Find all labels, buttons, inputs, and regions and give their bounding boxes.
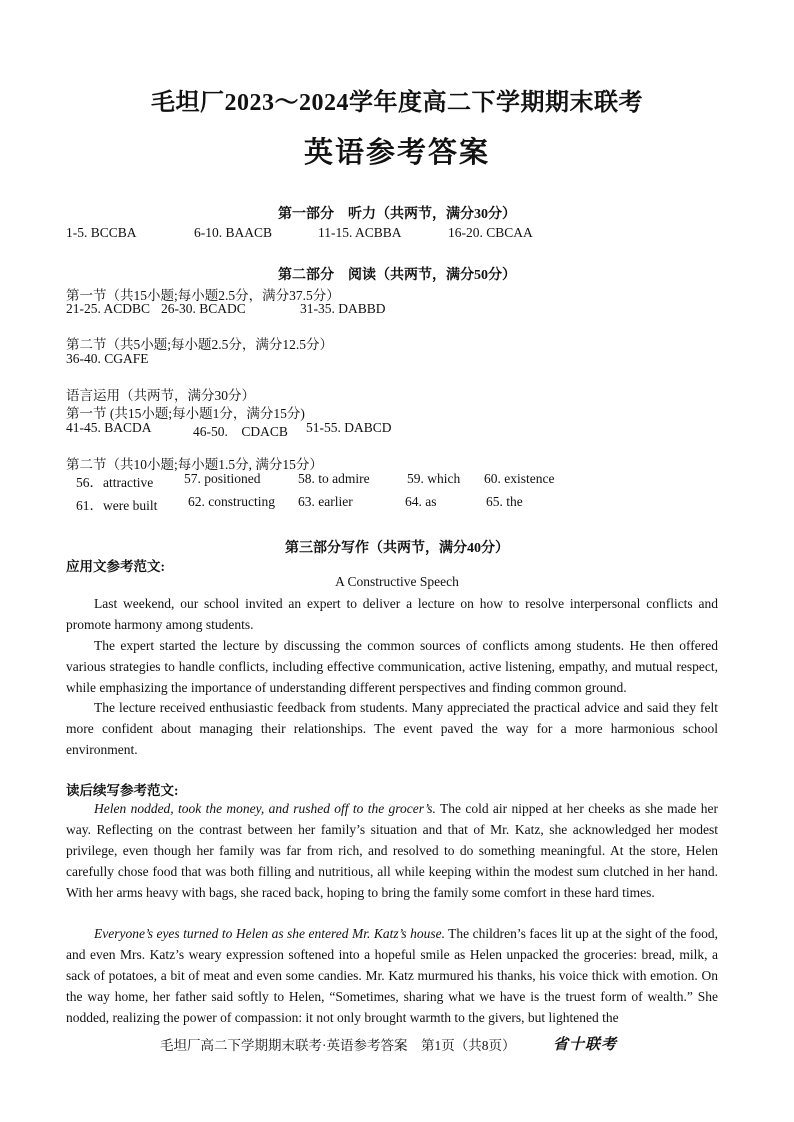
part2-heading: 第二部分 阅读（共两节，满分50分） (278, 268, 516, 283)
answer-group: 16-20. CBCAA (448, 225, 533, 240)
answer-item: 56．attractive (76, 475, 154, 490)
section-label: 第二节（共5小题;每小题2.5分，满分12.5分） (66, 337, 334, 352)
answer-group: 31-35. DABBD (300, 301, 386, 316)
answer-group: 26-30. BCADC (161, 301, 246, 316)
answer-group: 41-45. BACDA (66, 420, 152, 435)
continuation-paragraph (66, 923, 718, 1028)
answer-group: 21-25. ACDBC (66, 301, 151, 316)
continuation-paragraph (66, 798, 718, 903)
essay-paragraph: The expert started the lecture by discussing the common sources of conflicts among students. He then offered various strategies to handle conflicts, including effective communication, active listening, empathy, and mutual respect, while emphasizing the importance of understanding different perspectives and finding common ground. (66, 638, 718, 695)
page-title: 毛坦厂2023～2024学年度高二下学期期末联考 (151, 90, 643, 116)
continuation-writing-label: 读后续写参考范文: (66, 783, 179, 798)
answer-group: 1-5. BCCBA (66, 225, 137, 240)
paragraph-lead: Everyone’s eyes turned to Helen as she entered Mr. Katz’s house. (94, 926, 445, 941)
answer-item: 64. as (405, 494, 437, 509)
essay-paragraph: Last weekend, our school invited an expert to deliver a lecture on how to resolve interpersonal conflicts and promote harmony among students. (66, 596, 718, 632)
answer-group: 11-15. ACBBA (318, 225, 402, 240)
page-subtitle: 英语参考答案 (303, 137, 490, 169)
part3-heading: 第三部分写作（共两节，满分40分） (285, 541, 509, 556)
essay-paragraph: The lecture received enthusiastic feedback from students. Many appreciated the practical advice and said they felt more confident about managing their relationships. The event paved the way for a more harmonious school environment. (66, 700, 718, 757)
answer-item: 61．were built (76, 498, 158, 513)
answer-item: 59. which (407, 471, 461, 486)
answer-group: 36-40. CGAFE (66, 351, 149, 366)
part1-heading: 第一部分 听力（共两节，满分30分） (278, 207, 516, 222)
paragraph-body: The children’s faces lit up at the sight of the food, and even Mrs. Katz’s weary expression softened into a hopeful smile as Helen unpacked the groceries: bread, milk, a sack of potatoes, a bit of meat and even some candies. Mr. Katz murmured his thanks, his voice thick with emotion. On the way home, her father said softly to Helen, “Sometimes, sharing what we have is the truest form of wealth.” She nodded, realizing the power of compassion: it not only brought warmth to the givers, but lightened the (66, 926, 718, 1025)
applied-writing-label: 应用文参考范文: (66, 559, 165, 574)
essay-title: A Constructive Speech (335, 574, 459, 589)
paragraph-lead: Helen nodded, took the money, and rushed off to the grocer’s. (94, 801, 436, 816)
answer-item: 62. constructing (188, 494, 275, 509)
section-label: 第二节（共10小题;每小题1.5分, 满分15分） (66, 457, 323, 472)
answer-group: 6-10. BAACB (194, 225, 273, 240)
answer-group: 46-50. CDACB (193, 424, 288, 439)
section-label: 第一节 (共15小题;每小题1分，满分15分) (66, 406, 305, 421)
answer-item: 58. to admire (298, 471, 370, 486)
section-heading: 语言运用（共两节，满分30分） (66, 388, 255, 403)
page-footer: 毛坦厂高二下学期期末联考·英语参考答案 第1页（共8页） (160, 1038, 516, 1053)
paragraph-body: The cold air nipped at her cheeks as she made her way. Reflecting on the contrast between her family’s situation and that of Mr. Katz, she acknowledged her modest privilege, even though her family was far from rich, and resolved to do something meaningful. At the store, Helen carefully chose food that was both filling and nutritious, all while keeping within the modest sum clutched in her hand. With her arms heavy with bags, she raced back, hoping to bring the family some comfort in these hard times. (66, 801, 718, 900)
publisher-stamp: 省十联考 (553, 1035, 618, 1053)
section-label: 第一节（共15小题;每小题2.5分，满分37.5分） (66, 288, 340, 303)
answer-item: 65. the (486, 494, 523, 509)
answer-item: 60. existence (484, 471, 555, 486)
answer-item: 63. earlier (298, 494, 353, 509)
answer-item: 57. positioned (184, 471, 261, 486)
answer-group: 51-55. DABCD (306, 420, 392, 435)
